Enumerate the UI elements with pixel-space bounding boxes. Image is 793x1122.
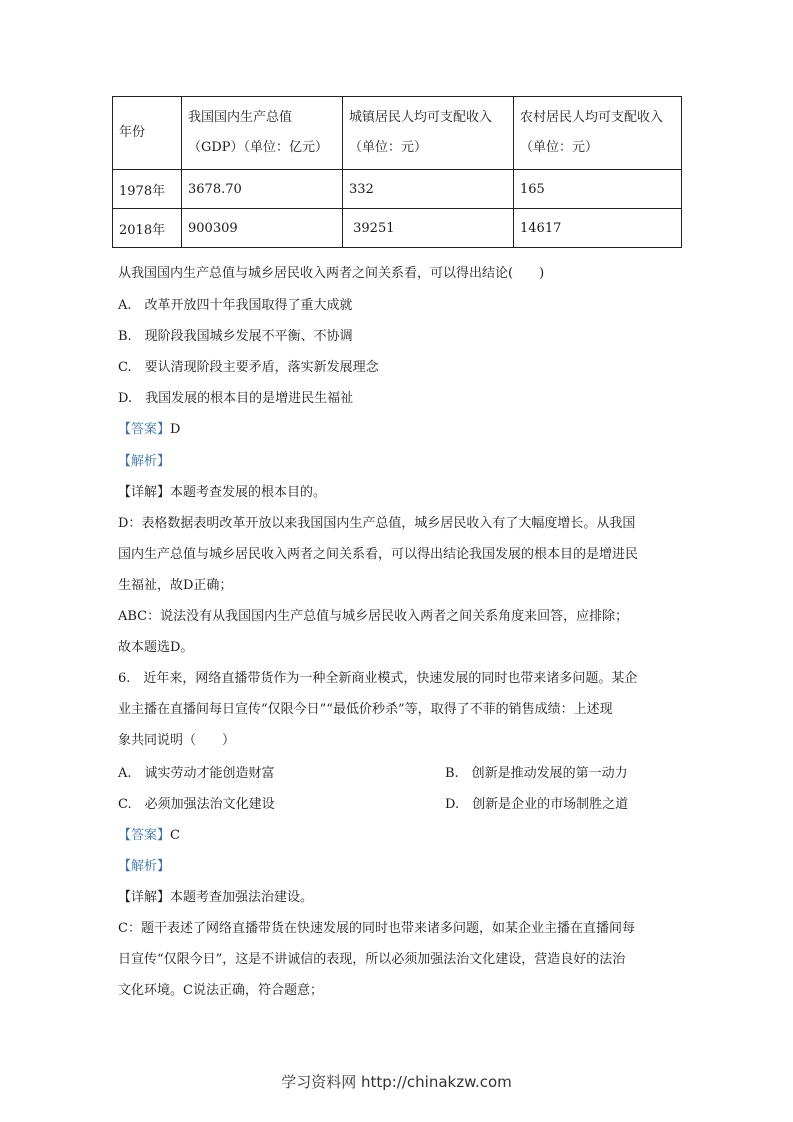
table-cell: 2018年 bbox=[113, 209, 182, 248]
table-cell: 165 bbox=[514, 170, 682, 209]
q5-option-d: D. 我国发展的根本目的是增进民生福祉 bbox=[118, 391, 354, 406]
header-year: 年份 bbox=[119, 125, 146, 140]
q6-option-b: B. 创新是推动发展的第一动力 bbox=[445, 766, 628, 781]
table-header-cell bbox=[113, 97, 182, 170]
q6-explain-line: 日宣传“仅限今日”，这是不讲诚信的表现，所以必须加强法治文化建设，营造良好的法治 bbox=[118, 952, 626, 967]
table-row bbox=[113, 209, 682, 248]
q5-explain-line: 国内生产总值与城乡居民收入两者之间关系看，可以得出结论我国发展的根本目的是增进民 bbox=[118, 547, 639, 562]
q6-stem-line: 6. 近年来，网络直播带货作为一种全新商业模式，快速发展的同时也带来诸多问题。某企 bbox=[118, 671, 638, 686]
detail-tag: 【详解】 bbox=[118, 485, 171, 500]
header-gdp-line1: 我国国内生产总值 bbox=[188, 110, 293, 125]
q6-answer bbox=[118, 824, 180, 843]
page-footer: 学习资料网 http://chinakzw.com bbox=[281, 1073, 512, 1091]
table-cell: 1978年 bbox=[113, 170, 182, 209]
q5-explain-line: 故本题选D。 bbox=[118, 640, 194, 655]
answer-value: D bbox=[170, 422, 181, 437]
header-rural-line1: 农村居民人均可支配收入 bbox=[520, 110, 664, 125]
table-header-cell bbox=[182, 97, 343, 170]
q5-option-c: C. 要认清现阶段主要矛盾，落实新发展理念 bbox=[118, 360, 379, 375]
table-row bbox=[113, 170, 682, 209]
q6-explain-line: C：题干表述了网络直播带货在快速发展的同时也带来诸多问题，如某企业主播在直播间每 bbox=[118, 921, 635, 936]
q5-explain-line: D：表格数据表明改革开放以来我国国内生产总值，城乡居民收入有了大幅度增长。从我国 bbox=[118, 516, 636, 531]
q5-explain-line: ABC：说法没有从我国国内生产总值与城乡居民收入两者之间关系角度来回答，应排除； bbox=[118, 609, 629, 624]
detail-tag: 【详解】 bbox=[118, 890, 171, 905]
q5-detail bbox=[118, 481, 326, 500]
detail-text: 本题考查加强法治建设。 bbox=[170, 890, 314, 905]
q6-stem-line: 业主播在直播间每日宣传“仅限今日”“最低价秒杀”等，取得了不菲的销售成绩：上述现 bbox=[118, 702, 613, 717]
q5-answer bbox=[118, 418, 180, 437]
table-cell: 3678.70 bbox=[182, 170, 343, 209]
q6-analysis-tag: 【解析】 bbox=[118, 859, 171, 874]
q6-option-d: D. 创新是企业的市场制胜之道 bbox=[445, 797, 629, 812]
header-rural-line2: （单位：元） bbox=[520, 140, 599, 155]
answer-tag: 【答案】 bbox=[118, 828, 171, 843]
q5-option-a: A. 改革开放四十年我国取得了重大成就 bbox=[118, 298, 353, 313]
detail-text: 本题考查发展的根本目的。 bbox=[170, 485, 327, 500]
q5-explain-line: 生福祉，故D正确； bbox=[118, 578, 233, 593]
header-urban-line1: 城镇居民人均可支配收入 bbox=[349, 110, 493, 125]
q6-explain-line: 文化环境。C说法正确，符合题意； bbox=[118, 983, 323, 998]
q5-analysis-tag: 【解析】 bbox=[118, 454, 171, 469]
table-header-row bbox=[113, 97, 682, 170]
table-cell: 332 bbox=[343, 170, 514, 209]
q5-option-b: B. 现阶段我国城乡发展不平衡、不协调 bbox=[118, 329, 353, 344]
answer-value: C bbox=[170, 828, 180, 843]
table-cell: 900309 bbox=[182, 209, 343, 248]
q6-option-c: C. 必须加强法治文化建设 bbox=[118, 797, 275, 812]
table-cell: 14617 bbox=[514, 209, 682, 248]
q6-option-a: A. 诚实劳动才能创造财富 bbox=[118, 766, 275, 781]
header-urban-line2: （单位：元） bbox=[349, 140, 428, 155]
gdp-income-table bbox=[112, 96, 682, 248]
table-header-cell bbox=[514, 97, 682, 170]
q6-stem-line: 象共同说明（ ） bbox=[118, 733, 236, 748]
q6-detail bbox=[118, 886, 313, 905]
header-gdp-line2: （GDP）（单位：亿元） bbox=[188, 140, 329, 155]
answer-tag: 【答案】 bbox=[118, 422, 171, 437]
q5-stem: 从我国国内生产总值与城乡居民收入两者之间关系看，可以得出结论( ) bbox=[118, 266, 545, 281]
table-header-cell bbox=[343, 97, 514, 170]
table-cell: 39251 bbox=[343, 209, 514, 248]
